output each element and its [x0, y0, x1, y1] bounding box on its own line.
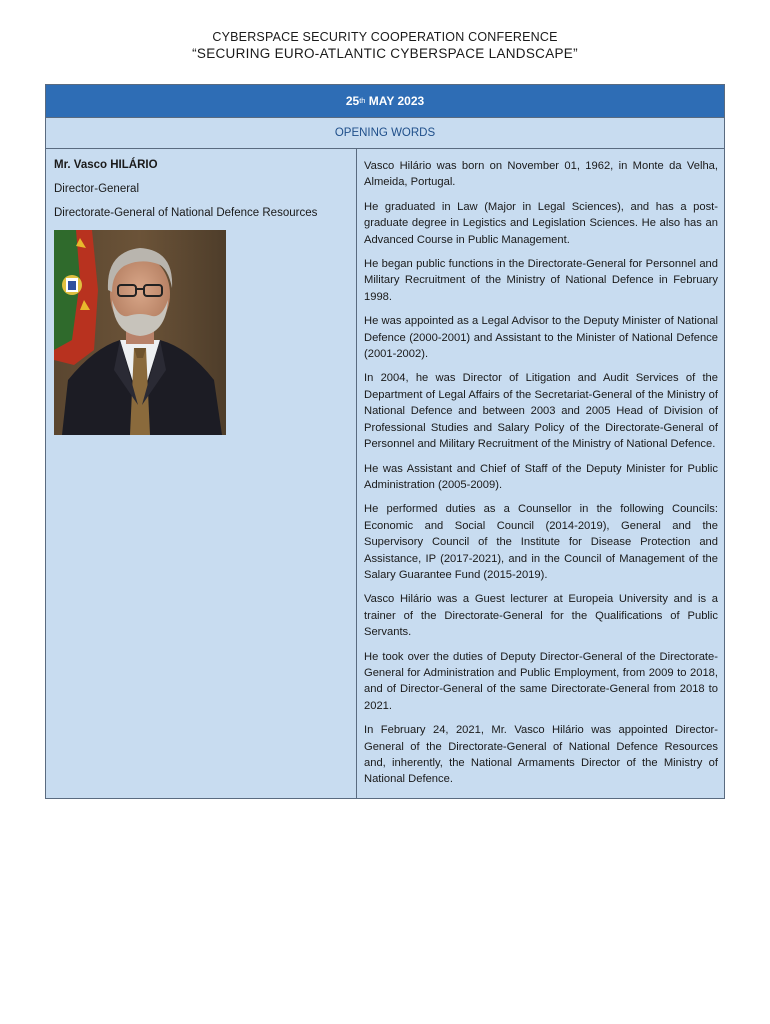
speaker-name: Mr. Vasco HILÁRIO: [54, 159, 158, 171]
bio-paragraph: He was appointed as a Legal Advisor to the Deputy Minister of National Defence (2000-2001) and Assistant to the Minister of National Defence (2001-2002).: [364, 315, 718, 361]
document-header: [0, 30, 770, 62]
section-title: OPENING WORDS: [46, 118, 724, 149]
bio-paragraph: In 2004, he was Director of Litigation and Audit Services of the Department of Legal Affairs of the Secretariat-General of the Ministry of National Defence and between 2003 and 2005 Head of Division of Professional Studies and Salary Policy of the Directorate-General of Personnel and Military Recruitment of the Ministry of National Defence.: [364, 372, 718, 451]
bio-paragraph: He took over the duties of Deputy Director-General of the Directorate-General for Administration and Public Employment, from 2009 to 2018, and of Director-General of the same Directorate-General from 2018 to 2021.: [364, 650, 718, 712]
speaker-organization: Directorate-General of National Defence Resources: [54, 207, 318, 219]
speaker-table: [45, 84, 725, 799]
date-row: [46, 85, 724, 118]
speaker-info: [46, 149, 357, 798]
date-suffix: th: [359, 95, 366, 105]
bio-paragraph: He graduated in Law (Major in Legal Sciences), and has a post-graduate degree in Legistics and Legislation Sciences. He also has an Advanced Course in Public Management.: [364, 200, 718, 246]
bio-paragraph: In February 24, 2021, Mr. Vasco Hilário was appointed Director-General of the Directorate-General of National Defence Resources and, inherently, the National Armaments Director of the Ministry of National Defence.: [364, 724, 718, 786]
bio-paragraph: He performed duties as a Counsellor in the following Councils: Economic and Social Council (2014-2019), General and the Supervisory Council of the Institute for Disease Protection and Assistance, IP (2017-2021), and in the Council of Management of the Salary Guarantee Fund (2015-2019).: [364, 503, 718, 581]
conference-subtitle: “SECURING EURO-ATLANTIC CYBERSPACE LANDSCAPE”: [192, 46, 578, 61]
conference-title: CYBERSPACE SECURITY COOPERATION CONFERENCE: [212, 30, 558, 44]
bio-paragraph: Vasco Hilário was born on November 01, 1962, in Monte da Velha, Almeida, Portugal.: [364, 160, 718, 189]
bio-paragraph: He was Assistant and Chief of Staff of the Deputy Minister for Public Administration (2005-2009).: [364, 462, 718, 491]
date-rest: MAY 2023: [365, 94, 425, 108]
date-day: 25: [345, 94, 360, 108]
bio-paragraph: Vasco Hilário was a Guest lecturer at Europeia University and is a trainer of the Directorate-General for the Qualifications of Public Servants.: [364, 593, 718, 639]
speaker-photo: [54, 230, 226, 435]
speaker-biography: [357, 149, 724, 798]
speaker-role: Director-General: [54, 183, 139, 195]
bio-paragraph: He began public functions in the Directorate-General for Personnel and Military Recruitment of the Ministry of National Defence in February 1998.: [364, 258, 718, 303]
speaker-row: [46, 149, 724, 798]
